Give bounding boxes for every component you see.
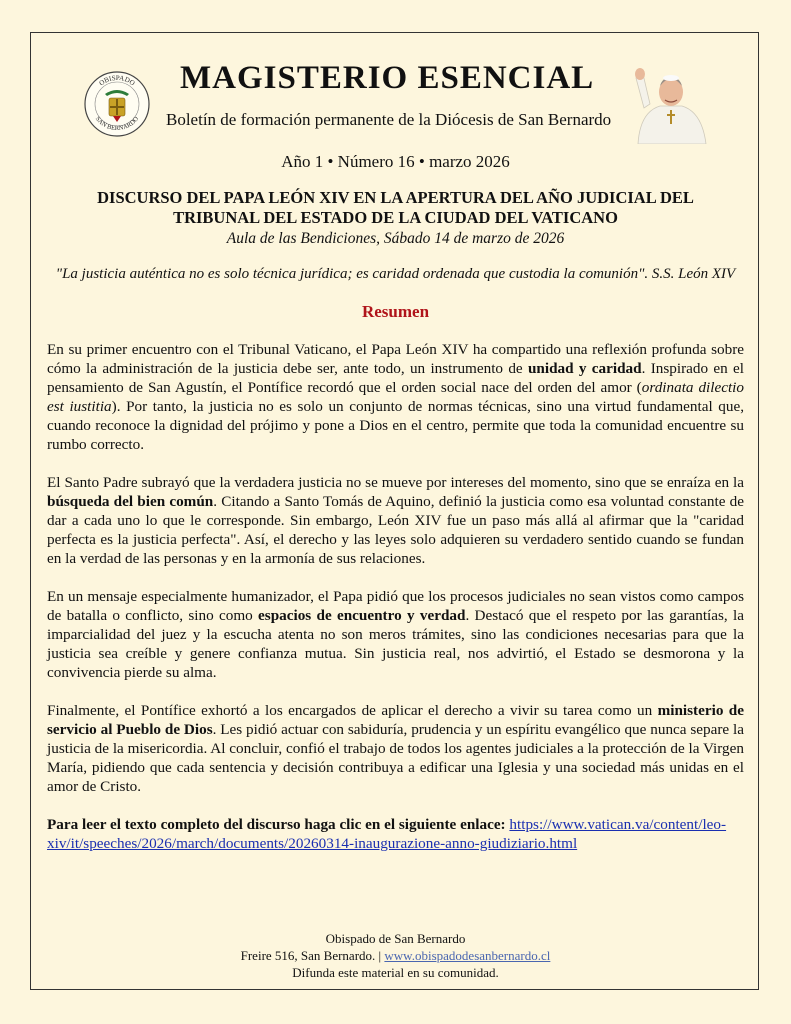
summary-heading: Resumen — [361, 302, 430, 321]
summary-paragraph-3 — [47, 587, 744, 682]
footer-website-link[interactable]: www.obispadodesanbernardo.cl — [384, 948, 551, 963]
full-speech-link[interactable]: https://www.vatican.va/content/leo-xiv/it/speeches/2026/march/documents/20260314-inaugurazione-anno-giudiziario.html — [47, 816, 727, 852]
speech-place-date: Aula de las Bendiciones, Sábado 14 de marzo de 2026 — [226, 230, 565, 247]
p2-bold: búsqueda del bien común — [47, 493, 214, 510]
footer — [0, 930, 791, 981]
speech-quote: "La justicia auténtica no es solo técnica jurídica; es caridad ordenada que custodia la comunión". S.S. León XIV — [55, 266, 736, 282]
p1-text-a: En su primer encuentro con el Tribunal Vaticano, el Papa León XIV ha compartido una reflexión profunda sobre cómo la administración de la justicia debe ser, ante todo, un instrumento de — [47, 341, 744, 377]
p1-text-c: . Inspirado en el pensamiento de San Agustín, el Pontífice recordó que el orden social nace del orden del amor ( — [47, 360, 744, 396]
summary-body — [47, 340, 744, 872]
summary-paragraph-4 — [47, 701, 744, 796]
footer-org: Obispado de San Bernardo — [325, 931, 466, 946]
p4-bold: ministerio de servicio al Pueblo de Dios — [47, 702, 744, 738]
p1-italic: ordinata dilectio est iustitia — [47, 379, 744, 415]
footer-separator: | — [378, 948, 382, 963]
p3-bold: espacios de encuentro y verdad — [258, 607, 466, 624]
footer-address: Freire 516, San Bernardo. — [240, 948, 376, 963]
p3-text-c: . Destacó que el respeto por las garantías, la imparcialidad del juez y la escucha atenta no son meros trámites, sino las condiciones necesarias para que la justicia sea creíble y genere confianza mutua. Sin justicia real, nos advirtió, el Estado se desmorona y la convivencia pierde su alma. — [47, 607, 744, 681]
seal-text-top: OBISPADO — [97, 73, 137, 88]
footer-tagline: Difunda este material en su comunidad. — [292, 965, 499, 980]
summary-paragraph-2 — [47, 473, 744, 568]
bulletin-title: MAGISTERIO ESENCIAL — [180, 60, 595, 96]
p1-bold: unidad y caridad — [527, 360, 642, 377]
issue-info: Año 1 • Número 16 • marzo 2026 — [281, 152, 510, 171]
pope-waving-photo — [630, 64, 712, 144]
summary-paragraph-1 — [47, 340, 744, 454]
p2-text-c: . Citando a Santo Tomás de Aquino, definió la justicia como esa voluntad constante de dar a cada uno lo que le corresponde. Sin embargo, León XIV fue un paso más allá al afirmar que la "caridad perfecta es la justicia perfecta". Así, el derecho y las leyes solo adquieren su verdadero sentido cuando se fundan en la verdad de las personas y en la armonía de sus relaciones. — [47, 493, 744, 567]
p4-text-a: Finalmente, el Pontífice exhortó a los encargados de aplicar el derecho a vivir su tarea como un — [47, 702, 658, 719]
bulletin-subtitle: Boletín de formación permanente de la Diócesis de San Bernardo — [166, 110, 612, 129]
full-text-link-paragraph — [47, 815, 744, 853]
p4-text-c: . Les pidió actuar con sabiduría, prudencia y un espíritu evangélico que nunca separe la justicia de la misericordia. Al concluir, confió el trabajo de todos los agentes judiciales a la protección de la Virgen María, pidiendo que cada sentencia y decisión contribuya a edificar una Iglesia y una sociedad más unidas en el amor de Cristo. — [47, 721, 744, 795]
p1-text-e: ). Por tanto, la justicia no es solo un conjunto de normas técnicas, sino una virtud fundamental que, cuando reconoce la dignidad del prójimo y pone a Dios en el centro, permite que toda la comunidad encuentre su rumbo correcto. — [47, 398, 744, 453]
p2-text-a: El Santo Padre subrayó que la verdadera justicia no se mueve por intereses del momento, sino que se enraíza en la — [47, 474, 744, 491]
footer-address-line — [0, 947, 791, 964]
p3-text-a: En un mensaje especialmente humanizador, el Papa pidió que los procesos judiciales no sean vistos como campos de batalla o conflicto, sino como — [47, 588, 744, 624]
seal-text-bottom: SAN BERNARDO — [93, 115, 141, 133]
speech-title: DISCURSO DEL PAPA LEÓN XIV EN LA APERTURA DEL AÑO JUDICIAL DEL TRIBUNAL DEL ESTADO DE LA CIUDAD DEL VATICANO — [97, 188, 694, 227]
diocese-seal-logo — [83, 70, 151, 138]
link-intro: Para leer el texto completo del discurso haga clic en el siguiente enlace: — [47, 816, 506, 833]
